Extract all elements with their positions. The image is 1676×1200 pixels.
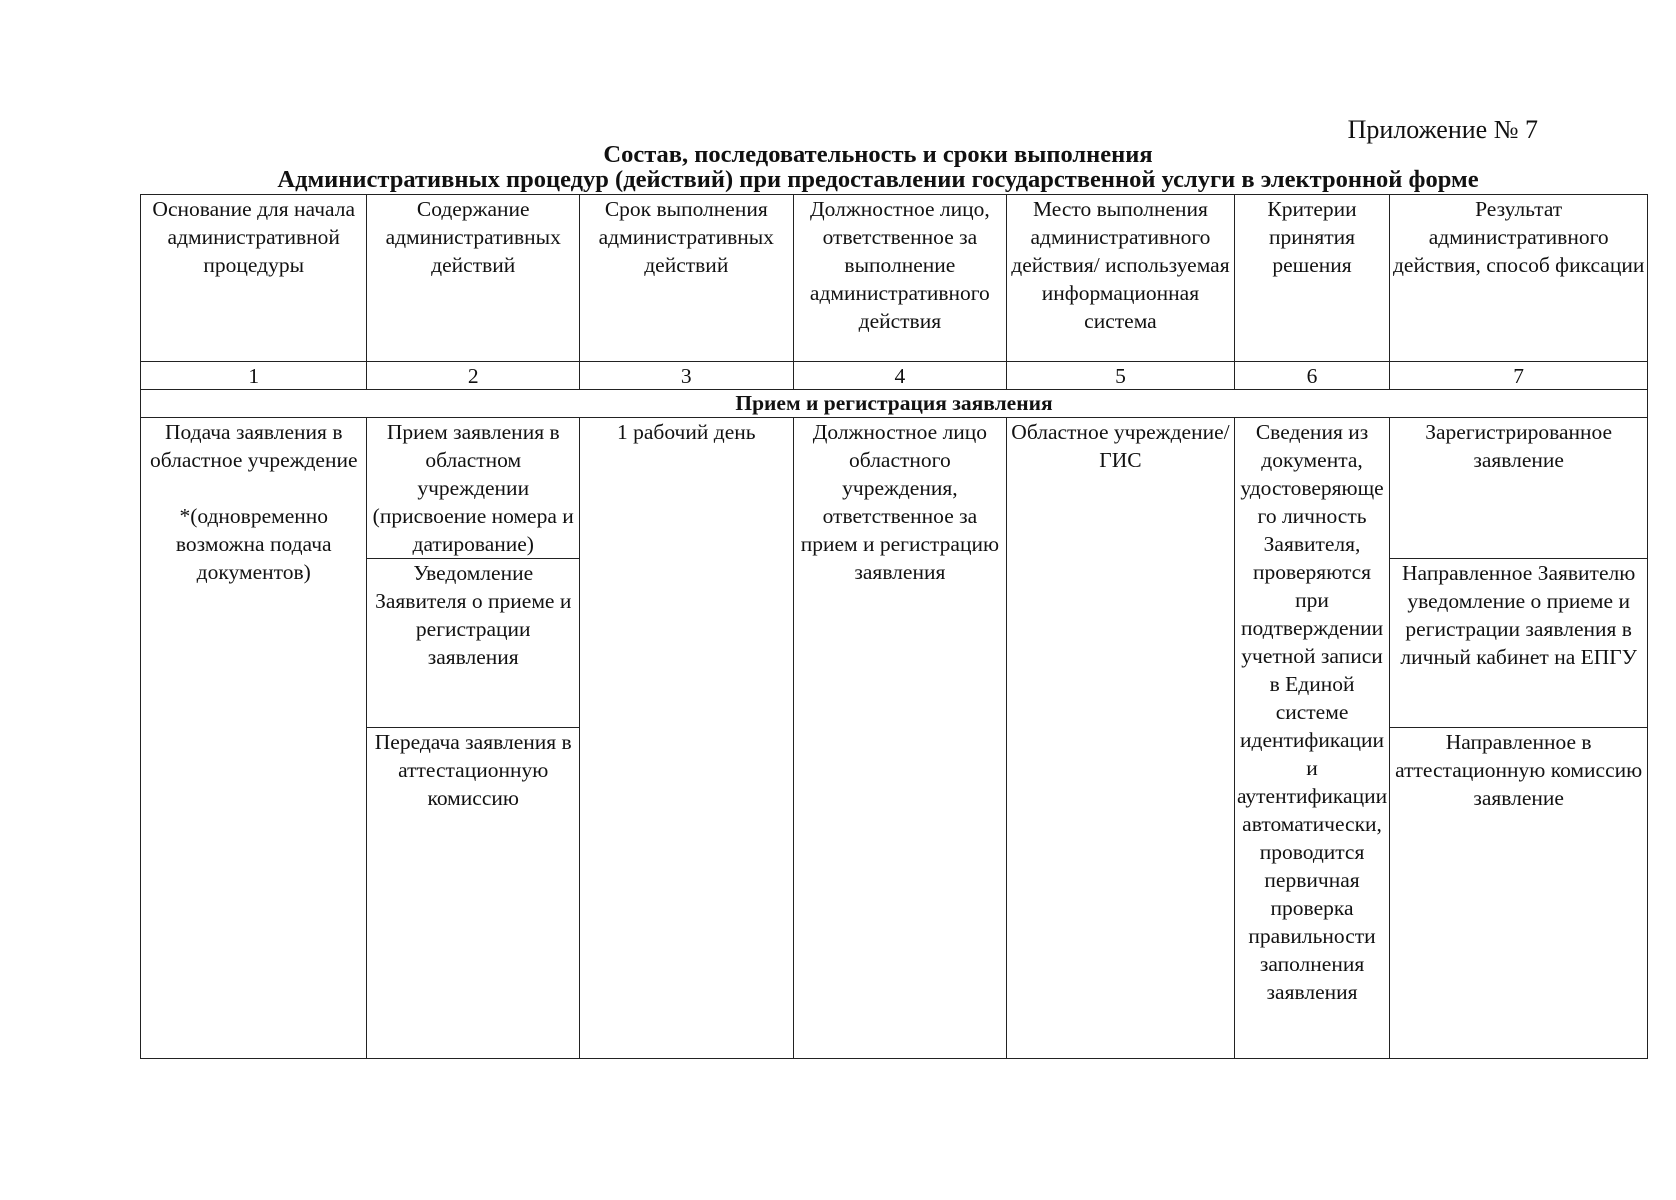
document-title-line-2: Административных процедур (действий) при предоставлении государственной услуги в электронной форме	[277, 166, 1479, 193]
header-cell: Критерии принятия решения	[1234, 195, 1390, 362]
section-title: Прием и регистрация заявления	[141, 390, 1648, 418]
column-number: 1	[141, 362, 367, 390]
header-cell: Содержание административных действий	[367, 195, 580, 362]
criteria-cell: Сведения из документа, удостоверяющего личность Заявителя, проверяются при подтверждении учетной записи в Единой системе идентификации и аутентификации автоматически, проводится первичная проверка правильности заполнения заявления	[1234, 418, 1390, 1059]
result-cell: Направленное Заявителю уведомление о приеме и регистрации заявления в личный кабинет на ЕПГУ	[1390, 559, 1648, 728]
result-cell: Направленное в аттестационную комиссию заявление	[1390, 728, 1648, 1059]
basis-note: *(одновременно возможна подача документов)	[175, 504, 332, 584]
column-number-row	[141, 362, 1648, 390]
document-title-line-1: Состав, последовательность и сроки выполнения	[603, 141, 1153, 168]
appendix-label: Приложение № 7	[1347, 115, 1538, 144]
column-number: 6	[1234, 362, 1390, 390]
header-cell: Основание для начала административной процедуры	[141, 195, 367, 362]
basis-cell	[141, 418, 367, 1059]
action-cell: Прием заявления в областном учреждении (присвоение номера и датирование)	[367, 418, 580, 559]
action-cell: Передача заявления в аттестационную комиссию	[367, 728, 580, 1059]
official-cell: Должностное лицо областного учреждения, ответственное за прием и регистрацию заявления	[793, 418, 1007, 1059]
column-number: 2	[367, 362, 580, 390]
column-number: 3	[579, 362, 793, 390]
result-cell: Зарегистрированное заявление	[1390, 418, 1648, 559]
table-header-row	[141, 195, 1648, 362]
procedures-table	[140, 194, 1648, 1059]
header-cell: Место выполнения административного действия/ используемая информационная система	[1007, 195, 1235, 362]
table-row	[141, 418, 1648, 559]
place-cell: Областное учреждение/ГИС	[1007, 418, 1235, 1059]
basis-text: Подача заявления в областное учреждение	[149, 420, 358, 472]
header-cell: Результат административного действия, способ фиксации	[1390, 195, 1648, 362]
column-number: 4	[793, 362, 1007, 390]
column-number: 5	[1007, 362, 1235, 390]
section-row	[141, 390, 1648, 418]
action-cell: Уведомление Заявителя о приеме и регистрации заявления	[367, 559, 580, 728]
column-number: 7	[1390, 362, 1648, 390]
header-cell: Срок выполнения административных действий	[579, 195, 793, 362]
header-cell: Должностное лицо, ответственное за выполнение административного действия	[793, 195, 1007, 362]
term-cell: 1 рабочий день	[579, 418, 793, 1059]
